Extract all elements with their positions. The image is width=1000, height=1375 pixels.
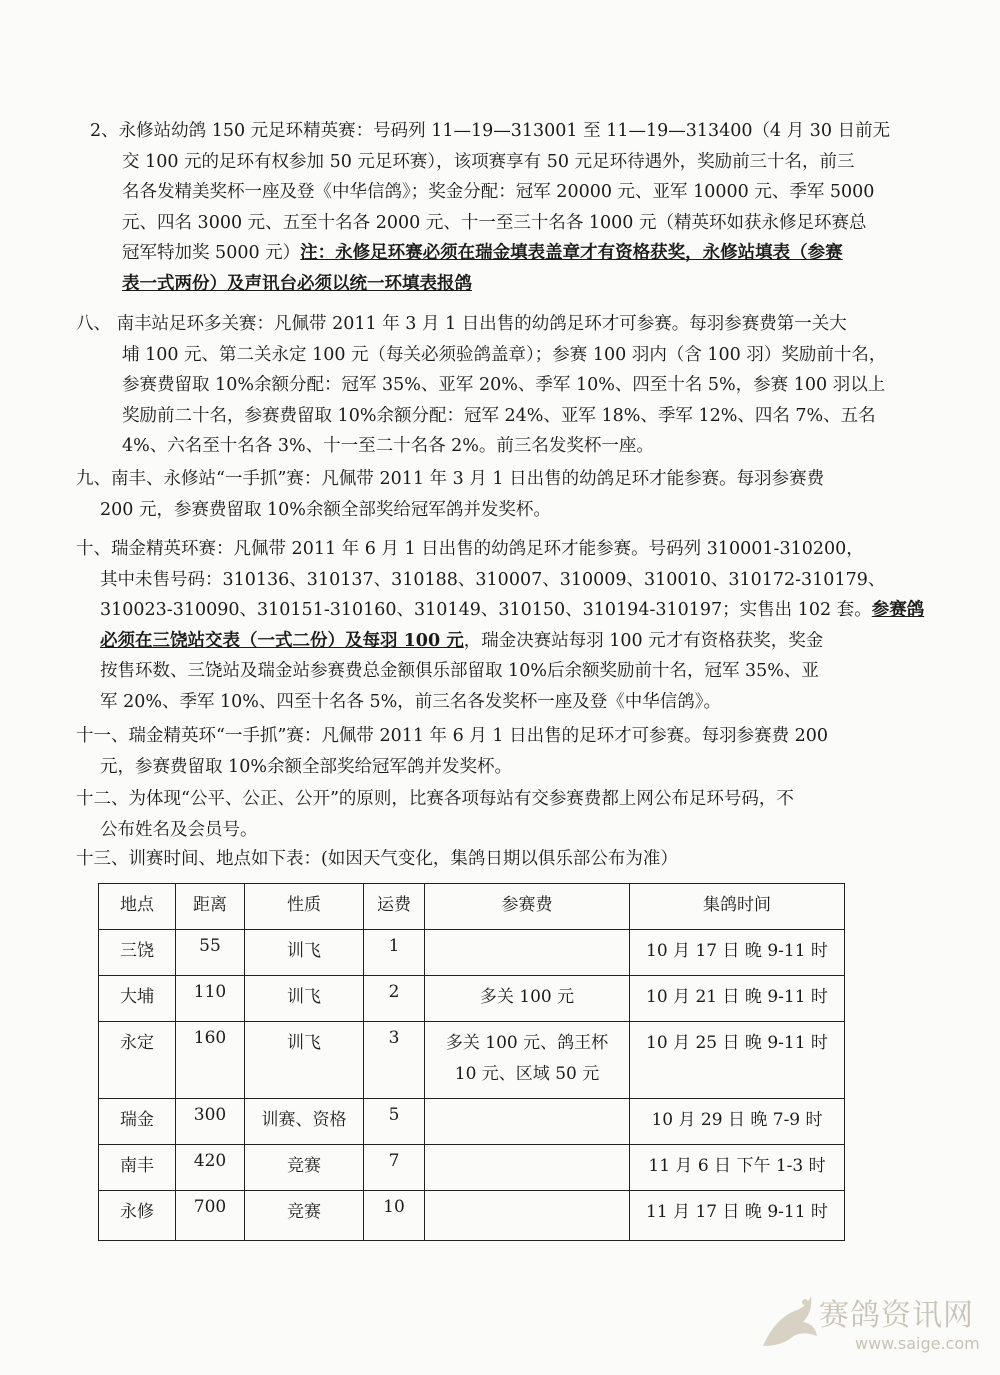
text-segment: 冠军特加奖 5000 元） [122,243,301,263]
table-cell [425,1022,630,1099]
text-line: 十一、瑞金精英环“一手抓”赛：凡佩带 2011 年 6 月 1 日出售的足环才可参赛。每羽参赛费 200 [76,726,829,746]
table-cell [425,1145,630,1191]
text-line: 埔 100 元、第二关永定 100 元（每关必须验鸽盖章）；参赛 100 羽内（含 100 羽）奖励前十名， [122,344,887,365]
table-cell: 瑞金 [99,1099,176,1145]
column-header: 集鸽时间 [630,884,845,930]
text-line: 200 元，参赛费留取 10%余额全部奖给冠军鸽并发奖杯。 [100,499,551,520]
text-segment: 310023-310090、310151-310160、310149、310150、310194-310197；实售出 102 套。 [100,600,872,620]
text-segment: ，瑞金决赛站每羽 100 元才有资格获奖，奖金 [463,630,824,651]
text-line: 4%、六名至十名各 3%、十一至二十名各 2%。前三名发奖杯一座。 [122,436,654,456]
table-row [99,1145,845,1191]
table-cell: 2 [364,976,425,1022]
table-cell: 永修 [99,1191,176,1241]
table-row [99,1099,845,1145]
text-line: 其中未售号码：310136、310137、310188、310007、310009、310010、310172-310179、 [100,569,886,590]
section-2-paragraph [90,116,890,299]
table-cell: 训飞 [245,976,364,1022]
table-cell: 5 [364,1099,425,1145]
table-cell: 110 [176,976,245,1022]
watermark [755,1286,985,1366]
fee-line: 多关 100 元、鸽王杯 [445,1033,609,1053]
section-10-paragraph [76,534,924,717]
text-line: 奖励前二十名，参赛费留取 10%余额分配：冠军 24%、亚军 18%、季军 12%、四名 7%、五名 [122,405,876,426]
table-cell: 10 月 21 日 晚 9-11 时 [630,976,845,1022]
table-cell: 训飞 [245,1022,364,1099]
column-header: 参赛费 [425,884,630,930]
table-cell: 大埔 [99,976,176,1022]
text-line: 参赛费留取 10%余额分配：冠军 35%、亚军 20%、季军 10%、四至十名 5%，参赛 100 羽以上 [122,375,886,395]
table-cell: 训赛、资格 [245,1099,364,1145]
text-line: 元，参赛费留取 10%余额全部奖给冠军鸽并发奖杯。 [100,756,512,777]
text-line: 公布姓名及会员号。 [100,819,258,840]
text-line: 十三、训赛时间、地点如下表：(如因天气变化，集鸽日期以俱乐部公布为准） [76,849,678,869]
table-cell: 55 [176,930,245,976]
text-line: 2、永修站幼鸽 150 元足环精英赛：号码列 11—19—313001 至 11—19—313400（4 月 30 日前无 [90,121,891,141]
column-header: 地点 [99,884,176,930]
section-9-paragraph [76,464,824,525]
note-underlined: 注：永修足环赛必须在瑞金填表盖章才有资格获奖，永修站填表（参赛 [300,243,843,263]
table-cell: 1 [364,930,425,976]
table-cell: 11 月 6 日 下午 1-3 时 [630,1145,845,1191]
text-line: 元、四名 3000 元、五至十名各 2000 元、十一至三十名各 1000 元（精英环如获永修足环赛总 [122,212,867,233]
table-cell: 10 月 17 日 晚 9-11 时 [630,930,845,976]
table-cell: 竞赛 [245,1145,364,1191]
table-row [99,1191,845,1241]
section-8-paragraph [76,309,886,462]
table-cell: 10 月 25 日 晚 9-11 时 [630,1022,845,1099]
note-underlined: 表一式两份）及声讯台必须以统一环填表报鸽 [122,273,472,294]
column-header: 运费 [364,884,425,930]
table-cell [425,1099,630,1145]
text-line: 名各发精美奖杯一座及登《中华信鸽》；奖金分配：冠军 20000 元、亚军 10000 元、季军 5000 [122,182,875,202]
watermark-title: 赛鸽资讯网 [819,1298,974,1333]
table-cell: 训飞 [245,930,364,976]
table-row [99,930,845,976]
text-line: 九、南丰、永修站“一手抓”赛：凡佩带 2011 年 3 月 1 日出售的幼鸽足环才能参赛。每羽参赛费 [76,469,825,489]
section-11-paragraph [76,721,828,782]
table-cell: 300 [176,1099,245,1145]
table-cell [425,930,630,976]
column-header: 距离 [176,884,245,930]
text-line: 十二、为体现“公平、公正、公开”的原则，比赛各项每站有交参赛费都上网公布足环号码，不 [76,789,794,809]
table-cell: 700 [176,1191,245,1241]
note-underlined: 参赛鸽 [871,600,925,620]
note-underlined: 必须在三饶站交表（一式二份）及每羽 100 元 [100,630,464,651]
watermark-url: www.saige.com [855,1334,980,1353]
table-cell: 7 [364,1145,425,1191]
table-cell: 竞赛 [245,1191,364,1241]
table-cell: 三饶 [99,930,176,976]
table-cell: 10 [364,1191,425,1241]
text-line: 八、 南丰站足环多关赛：凡佩带 2011 年 3 月 1 日出售的幼鸽足环才可参赛。每羽参赛费第一关大 [76,314,847,334]
pigeon-logo-icon [755,1288,819,1358]
schedule-table [98,883,845,1241]
table-cell: 南丰 [99,1145,176,1191]
table-cell: 3 [364,1022,425,1099]
table-row [99,976,845,1022]
fee-line: 10 元、区域 50 元 [454,1064,600,1084]
table-cell: 多关 100 元 [425,976,630,1022]
table-cell: 11 月 17 日 晚 9-11 时 [630,1191,845,1241]
table-cell: 永定 [99,1022,176,1099]
column-header: 性质 [245,884,364,930]
section-12-paragraph [76,784,794,845]
table-cell [425,1191,630,1241]
text-line: 按售环数、三饶站及瑞金站参赛费总金额俱乐部留取 10%后余额奖励前十名，冠军 35%、亚 [100,661,819,681]
table-cell: 10 月 29 日 晚 7-9 时 [630,1099,845,1145]
text-line: 十、瑞金精英环赛：凡佩带 2011 年 6 月 1 日出售的幼鸽足环才能参赛。号码列 310001-310200， [76,539,864,559]
text-line: 交 100 元的足环有权参加 50 元足环赛），该项赛享有 50 元足环待遇外，奖励前三十名，前三 [122,151,855,172]
table-cell: 160 [176,1022,245,1099]
table-row [99,1022,845,1099]
table-header-row [99,884,845,930]
table-cell: 420 [176,1145,245,1191]
text-line: 军 20%、季军 10%、四至十名各 5%，前三名各发奖杯一座及登《中华信鸽》。 [100,691,721,712]
section-13-paragraph [76,844,678,875]
